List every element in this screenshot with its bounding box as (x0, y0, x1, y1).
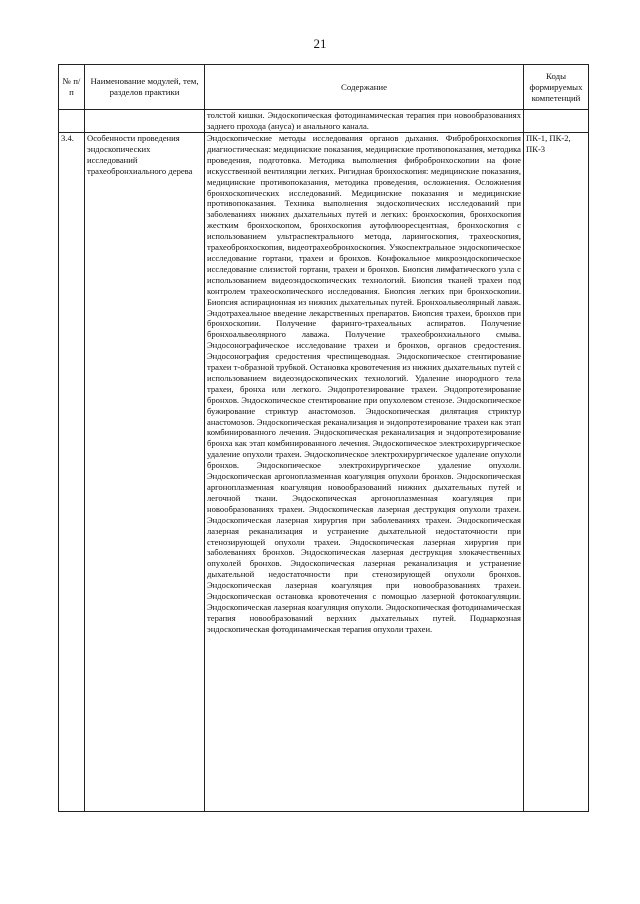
table-row (59, 110, 589, 133)
table-header (59, 65, 589, 110)
continuation-codes-cell (524, 110, 589, 133)
header-codes: Коды формируемых компетенций (524, 65, 589, 110)
module-content-cell: Эндоскопические методы исследования органов дыхания. Фибробронхоскопия диагностическая: медицинские показания, медицинские противопоказания, методика проведения, подготовка. Методика выполнения фибробронхоскопии на фоне искусственной вентиляции легких. Ригидная бронхоскопия: медицинские показания, медицинские противопоказания, методика проведения, осложнения. Осложнения бронхоскопических исследований. Медицинские показания и медицинские противопоказания. Техника выполнения эндоскопических исследований при заболеваниях нижних дыхательных путей и легких: бронхоскопия, бронхоскопия жестким бронхоскопом, бронхоскопия аутофлюоресцентная, бронхоскопия с использованием ультраспектрального метода, ларингоскопия, трахеоскопия, трахеобронхоскопия, видеотрахеобронхоскопия. Узкоспектральное эндоскопическое исследование гортани, трахеи и бронхов. Конфокальное микроэндоскопическое исследование слизистой гортани, трахеи и бронхов. Биопсия лимфатического узла с использованием видеоэндоскопических технологий. Биопсия тканей трахеи под контролем трахеоскопического исследования. Биопсия легких при бронхоскопии. Биопсия аспирационная из нижних дыхательных путей. Бронхоальвеолярный лаваж. Эндотрахеальное введение лекарственных препаратов. Биопсия трахеи, бронхов при бронхоскопии. Получение фаринго-трахеальных аспиратов. Получение бронхоальвеолярного лаважа. Получение трахеобронхиального смыва. Эндосонографическое исследование трахеи и бронхов, органов средостения. Эндосонография средостения чреспищеводная. Эндоскопическое стентирование трахеи т-образной трубкой. Остановка кровотечения из нижних дыхательных путей с использованием видеоэндоскопических технологий. Удаление инородного тела трахеи, бронха или легкого. Эндопротезирование трахеи. Эндопротезирование бронхов. Эндоскопическое стентирование при опухолевом стенозе. Эндоскопическое бужирование стриктур анастомозов. Эндоскопическая дилятация стриктур анастомозов. Эндоскопическая реканализация и эндопротезирование трахеи как этап комбинированного лечения. Эндоскопическая реканализация и эндопротезирование бронха как этап комбинированного лечения. Эндоскопическое электрохирургическое удаление опухоли трахеи. Эндоскопическое электрохирургическое удаление опухоли бронхов. Эндоскопическое электрохирургическое удаление опухоли. Эндоскопическая аргоноплазменная коагуляция опухоли бронхов. Эндоскопическая аргоноплазменная коагуляция новообразований нижних дыхательных путей и легочной ткани. Эндоскопическая аргоноплазменная коагуляция при новообразованиях трахеи. Эндоскопическая лазерная деструкция опухоли трахеи. Эндоскопическая лазерная хирургия при заболеваниях трахеи. Эндоскопическая лазерная реканализация и устранение дыхательной недостаточности при стенозирующей опухоли трахеи. Эндоскопическая лазерная хирургия при заболеваниях бронхов. Эндоскопическая лазерная деструкция злокачественных опухолей бронхов. Эндоскопическая лазерная реканализация и устранение дыхательной недостаточности при стенозирующей опухоли бронхов. Эндоскопическая лазерная коагуляция при новообразованиях трахеи. Эндоскопическая остановка кровотечения с помощью лазерной фотокоагуляции. Эндоскопическая лазерная коагуляция опухоли. Эндоскопическая фотодинамическая терапия новообразований верхних дыхательных путей. Поднаркозная эндоскопическая фотодинамическая терапия опухоли трахеи. (205, 133, 524, 812)
module-name-cell: Особенности проведения эндоскопических исследований трахеобронхиального дерева (85, 133, 205, 812)
syllabus-table (58, 64, 589, 812)
header-name: Наименование модулей, тем, разделов практики (85, 65, 205, 110)
continuation-content-cell: толстой кишки. Эндоскопическая фотодинамическая терапия при новообразованиях заднего прохода (ануса) и анального канала. (205, 110, 524, 133)
competency-codes-cell: ПК-1, ПК-2, ПК-3 (524, 133, 589, 812)
header-content: Содержание (205, 65, 524, 110)
table-row (59, 133, 589, 812)
continuation-num-cell (59, 110, 85, 133)
page-number: 21 (313, 36, 327, 51)
row-number-cell: 3.4. (59, 133, 85, 812)
continuation-name-cell (85, 110, 205, 133)
header-num: № п/п (59, 65, 85, 110)
